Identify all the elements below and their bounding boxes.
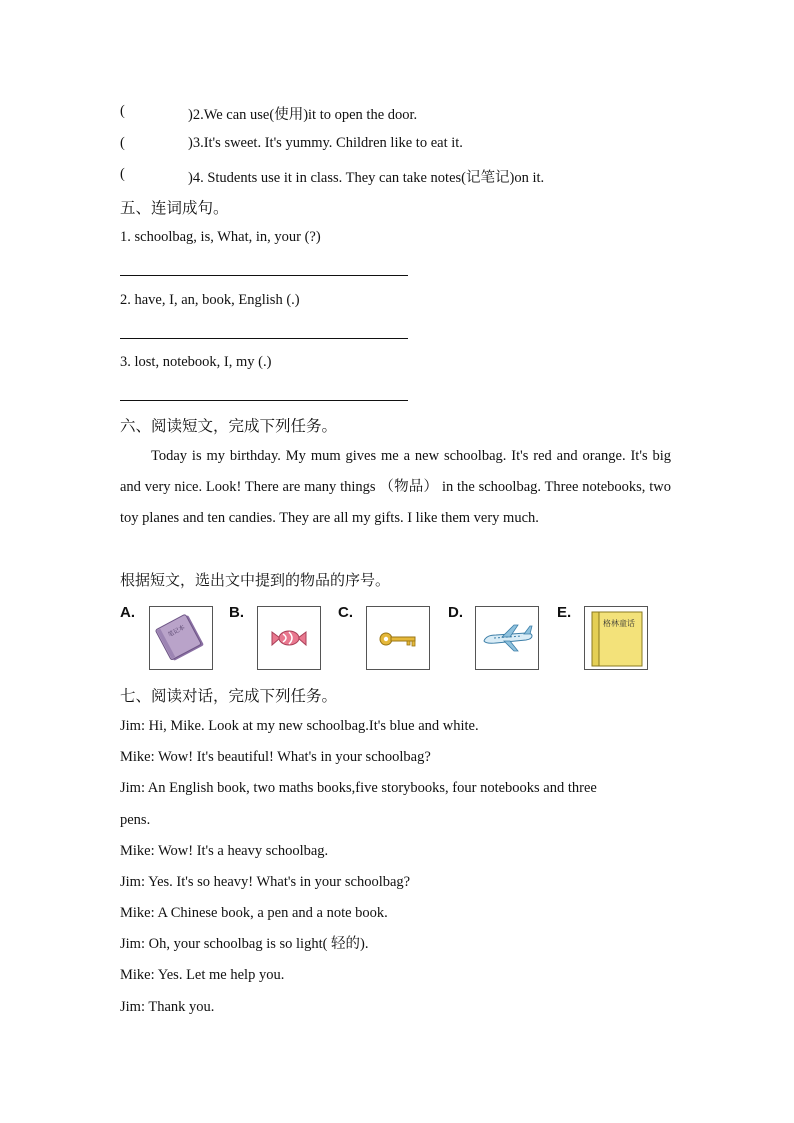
notebook-icon xyxy=(150,607,212,669)
option-image-b[interactable] xyxy=(257,606,321,670)
storybook-icon xyxy=(585,607,647,669)
answer-line-2[interactable] xyxy=(120,338,408,339)
dialogue-line: Mike: Wow! It's beautiful! What's in your schoolbag? xyxy=(120,749,431,765)
answer-paren[interactable]: ( xyxy=(120,135,125,151)
option-image-d[interactable] xyxy=(475,606,539,670)
dialogue-line: Jim: An English book, two maths books,five storybooks, four notebooks and three xyxy=(120,780,597,796)
option-label-d: D. xyxy=(448,604,463,621)
section-title-part5: 五、连词成句。 xyxy=(120,199,229,217)
dialogue-line: Jim: Oh, your schoolbag is so light( 轻的). xyxy=(120,936,369,952)
section-title-part6: 六、阅读短文，完成下列任务。 xyxy=(120,417,338,435)
sentence-item-3: 3. lost, notebook, I, my (.) xyxy=(120,354,272,370)
dialogue-line: Mike: A Chinese book, a pen and a note book. xyxy=(120,905,388,921)
option-label-b: B. xyxy=(229,604,244,621)
option-label-e: E. xyxy=(557,604,572,621)
answer-line-3[interactable] xyxy=(120,400,408,401)
task-instruction: 根据短文，选出文中提到的物品的序号。 xyxy=(120,571,391,589)
sentence-item-2: 2. have, I, an, book, English (.) xyxy=(120,292,300,308)
dialogue-line: Mike: Wow! It's a heavy schoolbag. xyxy=(120,843,329,859)
dialogue-line: Mike: Yes. Let me help you. xyxy=(120,967,285,983)
section-title-part7: 七、阅读对话，完成下列任务。 xyxy=(120,687,338,705)
question-text: )2.We can use(使用)it to open the door. xyxy=(188,107,418,123)
question-text: )3.It's sweet. It's yummy. Children like to eat it. xyxy=(188,135,463,151)
dialogue-line: Jim: Hi, Mike. Look at my new schoolbag.It's blue and white. xyxy=(120,718,479,734)
reading-passage: Today is my birthday. My mum gives me a new schoolbag. It's red and orange. It's big and very nice. Look! There are many things （物品） in the schoolbag. Three notebooks, two toy planes and ten candies. They are all my gifts. I like them very much. xyxy=(120,448,671,526)
key-icon xyxy=(367,607,429,669)
answer-paren[interactable]: ( xyxy=(120,103,125,119)
option-label-c: C. xyxy=(338,604,353,621)
plane-icon xyxy=(476,607,538,669)
answer-line-1[interactable] xyxy=(120,275,408,276)
candy-icon xyxy=(258,607,320,669)
answer-paren[interactable]: ( xyxy=(120,166,125,182)
dialogue-line: Jim: Thank you. xyxy=(120,999,215,1015)
option-label-a: A. xyxy=(120,604,135,621)
question-text: )4. Students use it in class. They can take notes(记笔记)on it. xyxy=(188,170,545,186)
dialogue-line: pens. xyxy=(120,812,151,828)
sentence-item-1: 1. schoolbag, is, What, in, your (?) xyxy=(120,229,321,245)
notebook-cover-text: 笔记本 xyxy=(166,624,187,639)
option-image-e[interactable] xyxy=(584,606,648,670)
dialogue-line: Jim: Yes. It's so heavy! What's in your schoolbag? xyxy=(120,874,411,890)
option-image-a[interactable] xyxy=(149,606,213,670)
option-image-c[interactable] xyxy=(366,606,430,670)
storybook-title: 格林童话 xyxy=(603,619,635,628)
